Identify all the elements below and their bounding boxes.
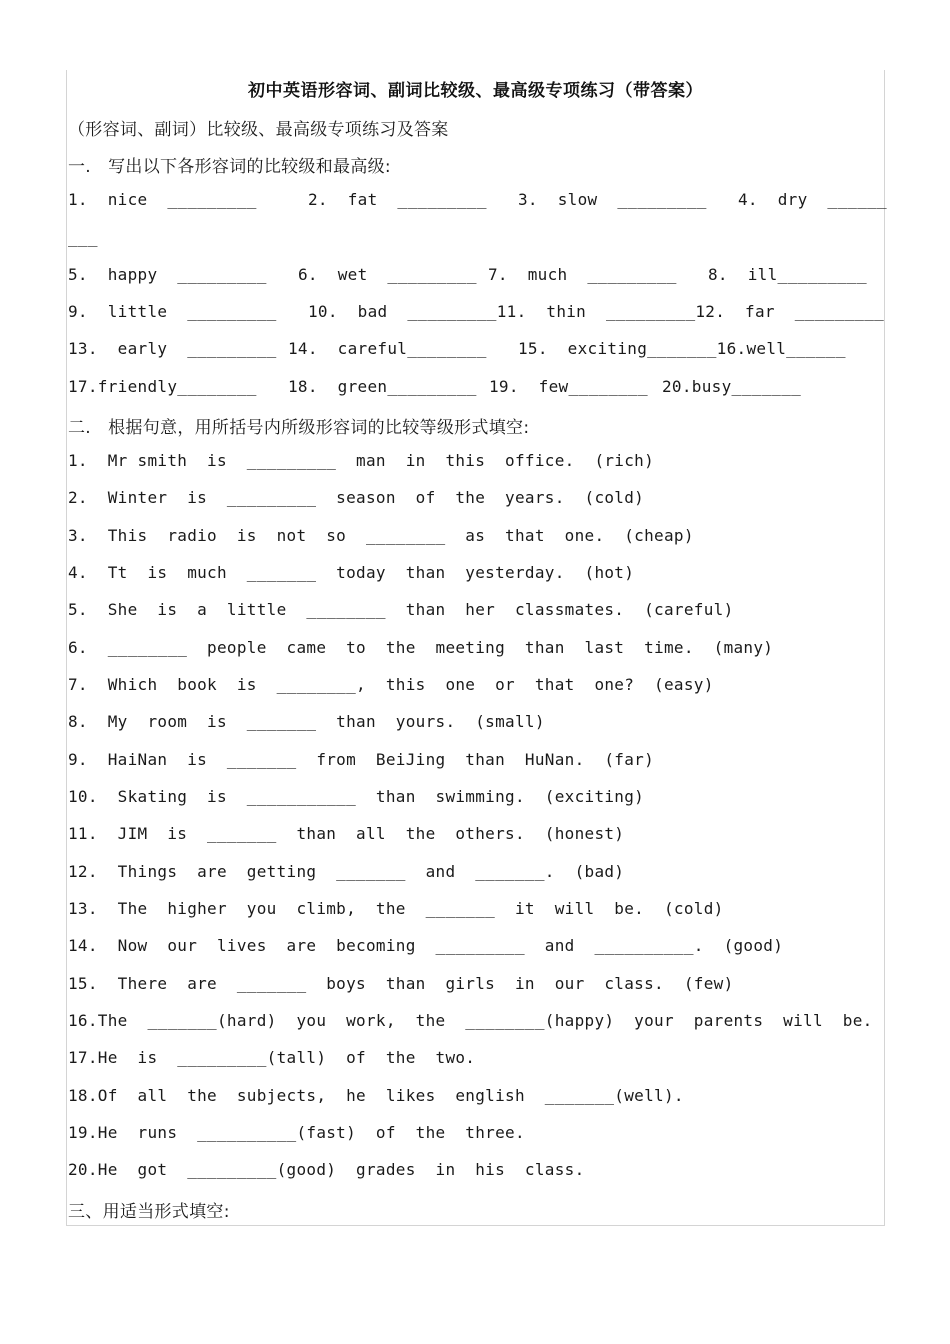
- exercise-item: 6. wet _________: [298, 265, 477, 284]
- exercise-item: 8. ill_________: [708, 265, 867, 284]
- exercise-sentence: 1. Mr smith is _________ man in this office. (rich): [68, 451, 655, 470]
- exercise-item: 7. much _________: [488, 265, 677, 284]
- exercise-item: 9. little _________: [68, 302, 277, 321]
- exercise-item: 2. fat _________: [308, 190, 487, 209]
- exercise-item: 13. early _________: [68, 339, 277, 358]
- exercise-sentence: 15. There are _______ boys than girls in our class. (few): [68, 974, 734, 993]
- exercise-sentence: 5. She is a little ________ than her classmates. (careful): [68, 600, 734, 619]
- exercise-sentence: 3. This radio is not so ________ as that one. (cheap): [68, 526, 694, 545]
- exercise-sentence: 11. JIM is _______ than all the others. (honest): [68, 824, 625, 843]
- exercise-item: 5. happy _________: [68, 265, 267, 284]
- subtitle: （形容词、副词）比较级、最高级专项练习及答案: [68, 120, 449, 140]
- exercise-sentence: 20.He got _________(good) grades in his class.: [68, 1160, 585, 1179]
- exercise-sentence: 4. Tt is much _______ today than yesterday. (hot): [68, 563, 635, 582]
- exercise-sentence: 8. My room is _______ than yours. (small): [68, 712, 545, 731]
- exercise-sentence: 19.He runs __________(fast) of the three.: [68, 1123, 525, 1142]
- exercise-item: 20.busy_______: [662, 377, 802, 396]
- exercise-sentence: 10. Skating is ___________ than swimming. (exciting): [68, 787, 645, 806]
- exercise-item: 14. careful________: [288, 339, 487, 358]
- section2-heading: 二. 根据句意，用所括号内所级形容词的比较等级形式填空:: [68, 418, 530, 438]
- exercise-sentence: 9. HaiNan is _______ from BeiJing than HuNan. (far): [68, 750, 655, 769]
- section1-row-continuation: ___: [68, 228, 98, 247]
- exercise-sentence: 2. Winter is _________ season of the years. (cold): [68, 488, 645, 507]
- exercise-item: 4. dry ______: [738, 190, 887, 209]
- exercise-item: 1. nice _________: [68, 190, 257, 209]
- exercise-item: 18. green_________: [288, 377, 477, 396]
- exercise-item: 10. bad _________11. thin _________12. far _________: [308, 302, 885, 321]
- exercise-sentence: 7. Which book is ________, this one or that one? (easy): [68, 675, 714, 694]
- exercise-sentence: 14. Now our lives are becoming _________ and __________. (good): [68, 936, 784, 955]
- exercise-sentence: 13. The higher you climb, the _______ it will be. (cold): [68, 899, 724, 918]
- exercise-sentence: 12. Things are getting _______ and _______. (bad): [68, 862, 625, 881]
- exercise-sentence: 17.He is _________(tall) of the two.: [68, 1048, 476, 1067]
- exercise-item: 19. few________: [489, 377, 648, 396]
- exercise-sentence: 16.The _______(hard) you work, the ________(happy) your parents will be.: [68, 1011, 873, 1030]
- exercise-item: 17.friendly________: [68, 377, 257, 396]
- exercise-item: 15. exciting_______16.well______: [518, 339, 846, 358]
- exercise-sentence: 18.Of all the subjects, he likes english _______(well).: [68, 1086, 684, 1105]
- exercise-sentence: 6. ________ people came to the meeting than last time. (many): [68, 638, 774, 657]
- section1-heading: 一. 写出以下各形容词的比较级和最高级:: [68, 157, 391, 177]
- document-title: 初中英语形容词、副词比较级、最高级专项练习（带答案）: [248, 81, 703, 101]
- exercise-item: 3. slow _________: [518, 190, 707, 209]
- section3-heading: 三、用适当形式填空:: [68, 1202, 230, 1222]
